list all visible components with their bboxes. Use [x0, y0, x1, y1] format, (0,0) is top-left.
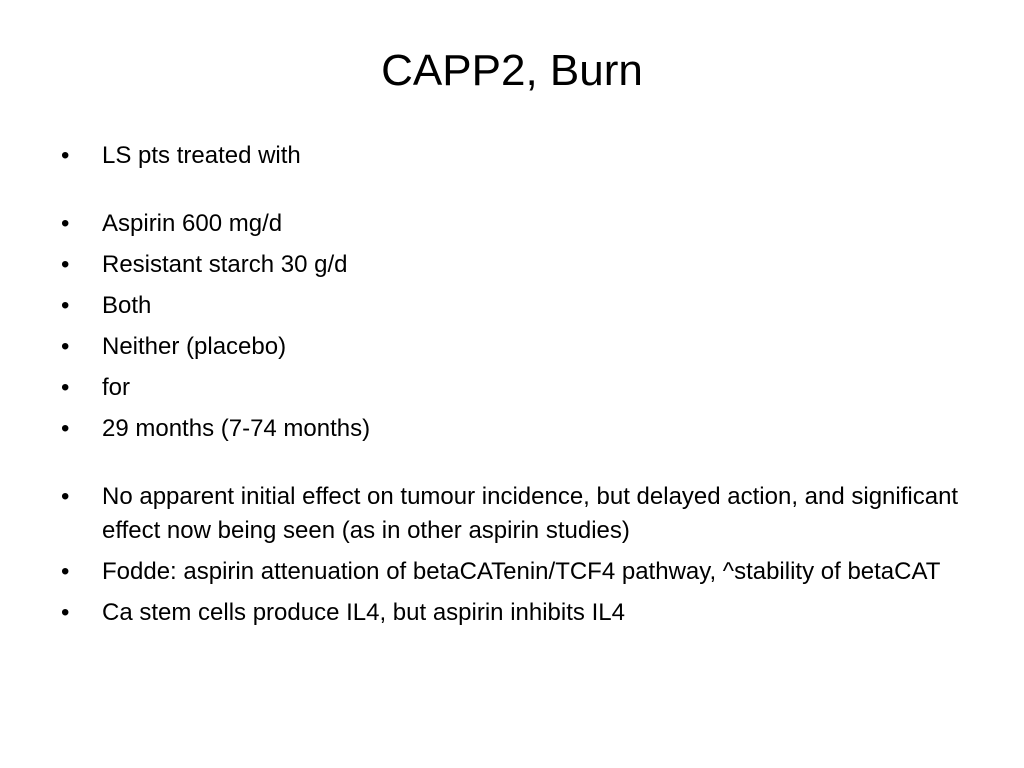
bullet-text: Neither (placebo) — [102, 333, 287, 360]
bullet-item — [61, 412, 961, 446]
bullet-text: 29 months (7-74 months) — [102, 415, 371, 442]
bullet-item — [61, 289, 961, 323]
bullet-item — [61, 596, 961, 630]
bullet-item — [61, 330, 961, 364]
bullet-text: Resistant starch 30 g/d — [102, 251, 348, 278]
bullet-item — [61, 207, 961, 241]
bullet-item — [61, 139, 961, 173]
bullet-dot: • — [61, 292, 70, 319]
bullet-dot: • — [61, 210, 70, 237]
bullet-text: LS pts treated with — [102, 142, 301, 169]
bullet-text: for — [102, 374, 131, 401]
bullet-dot: • — [61, 374, 70, 401]
bullet-dot: • — [61, 415, 70, 442]
bullet-item — [61, 555, 961, 589]
slide-title: CAPP2, Burn — [381, 46, 643, 95]
bullet-dot: • — [61, 251, 70, 278]
bullet-item — [61, 248, 961, 282]
bullet-text: Aspirin 600 mg/d — [102, 210, 283, 237]
bullet-dot: • — [61, 558, 70, 585]
bullet-list — [61, 139, 961, 637]
bullet-dot: • — [61, 599, 70, 626]
bullet-item — [61, 371, 961, 405]
bullet-dot: • — [61, 333, 70, 360]
bullet-text: Ca stem cells produce IL4, but aspirin inhibits IL4 — [102, 599, 625, 626]
bullet-dot: • — [61, 142, 70, 169]
bullet-text: Fodde: aspirin attenuation of betaCATenin/TCF4 pathway, ^stability of betaCAT — [102, 558, 941, 585]
bullet-item — [61, 480, 961, 548]
bullet-dot: • — [61, 483, 70, 510]
bullet-text: No apparent initial effect on tumour incidence, but delayed action, and significant effect now being seen (as in other aspirin studies) — [102, 483, 959, 544]
bullet-text: Both — [102, 292, 152, 319]
